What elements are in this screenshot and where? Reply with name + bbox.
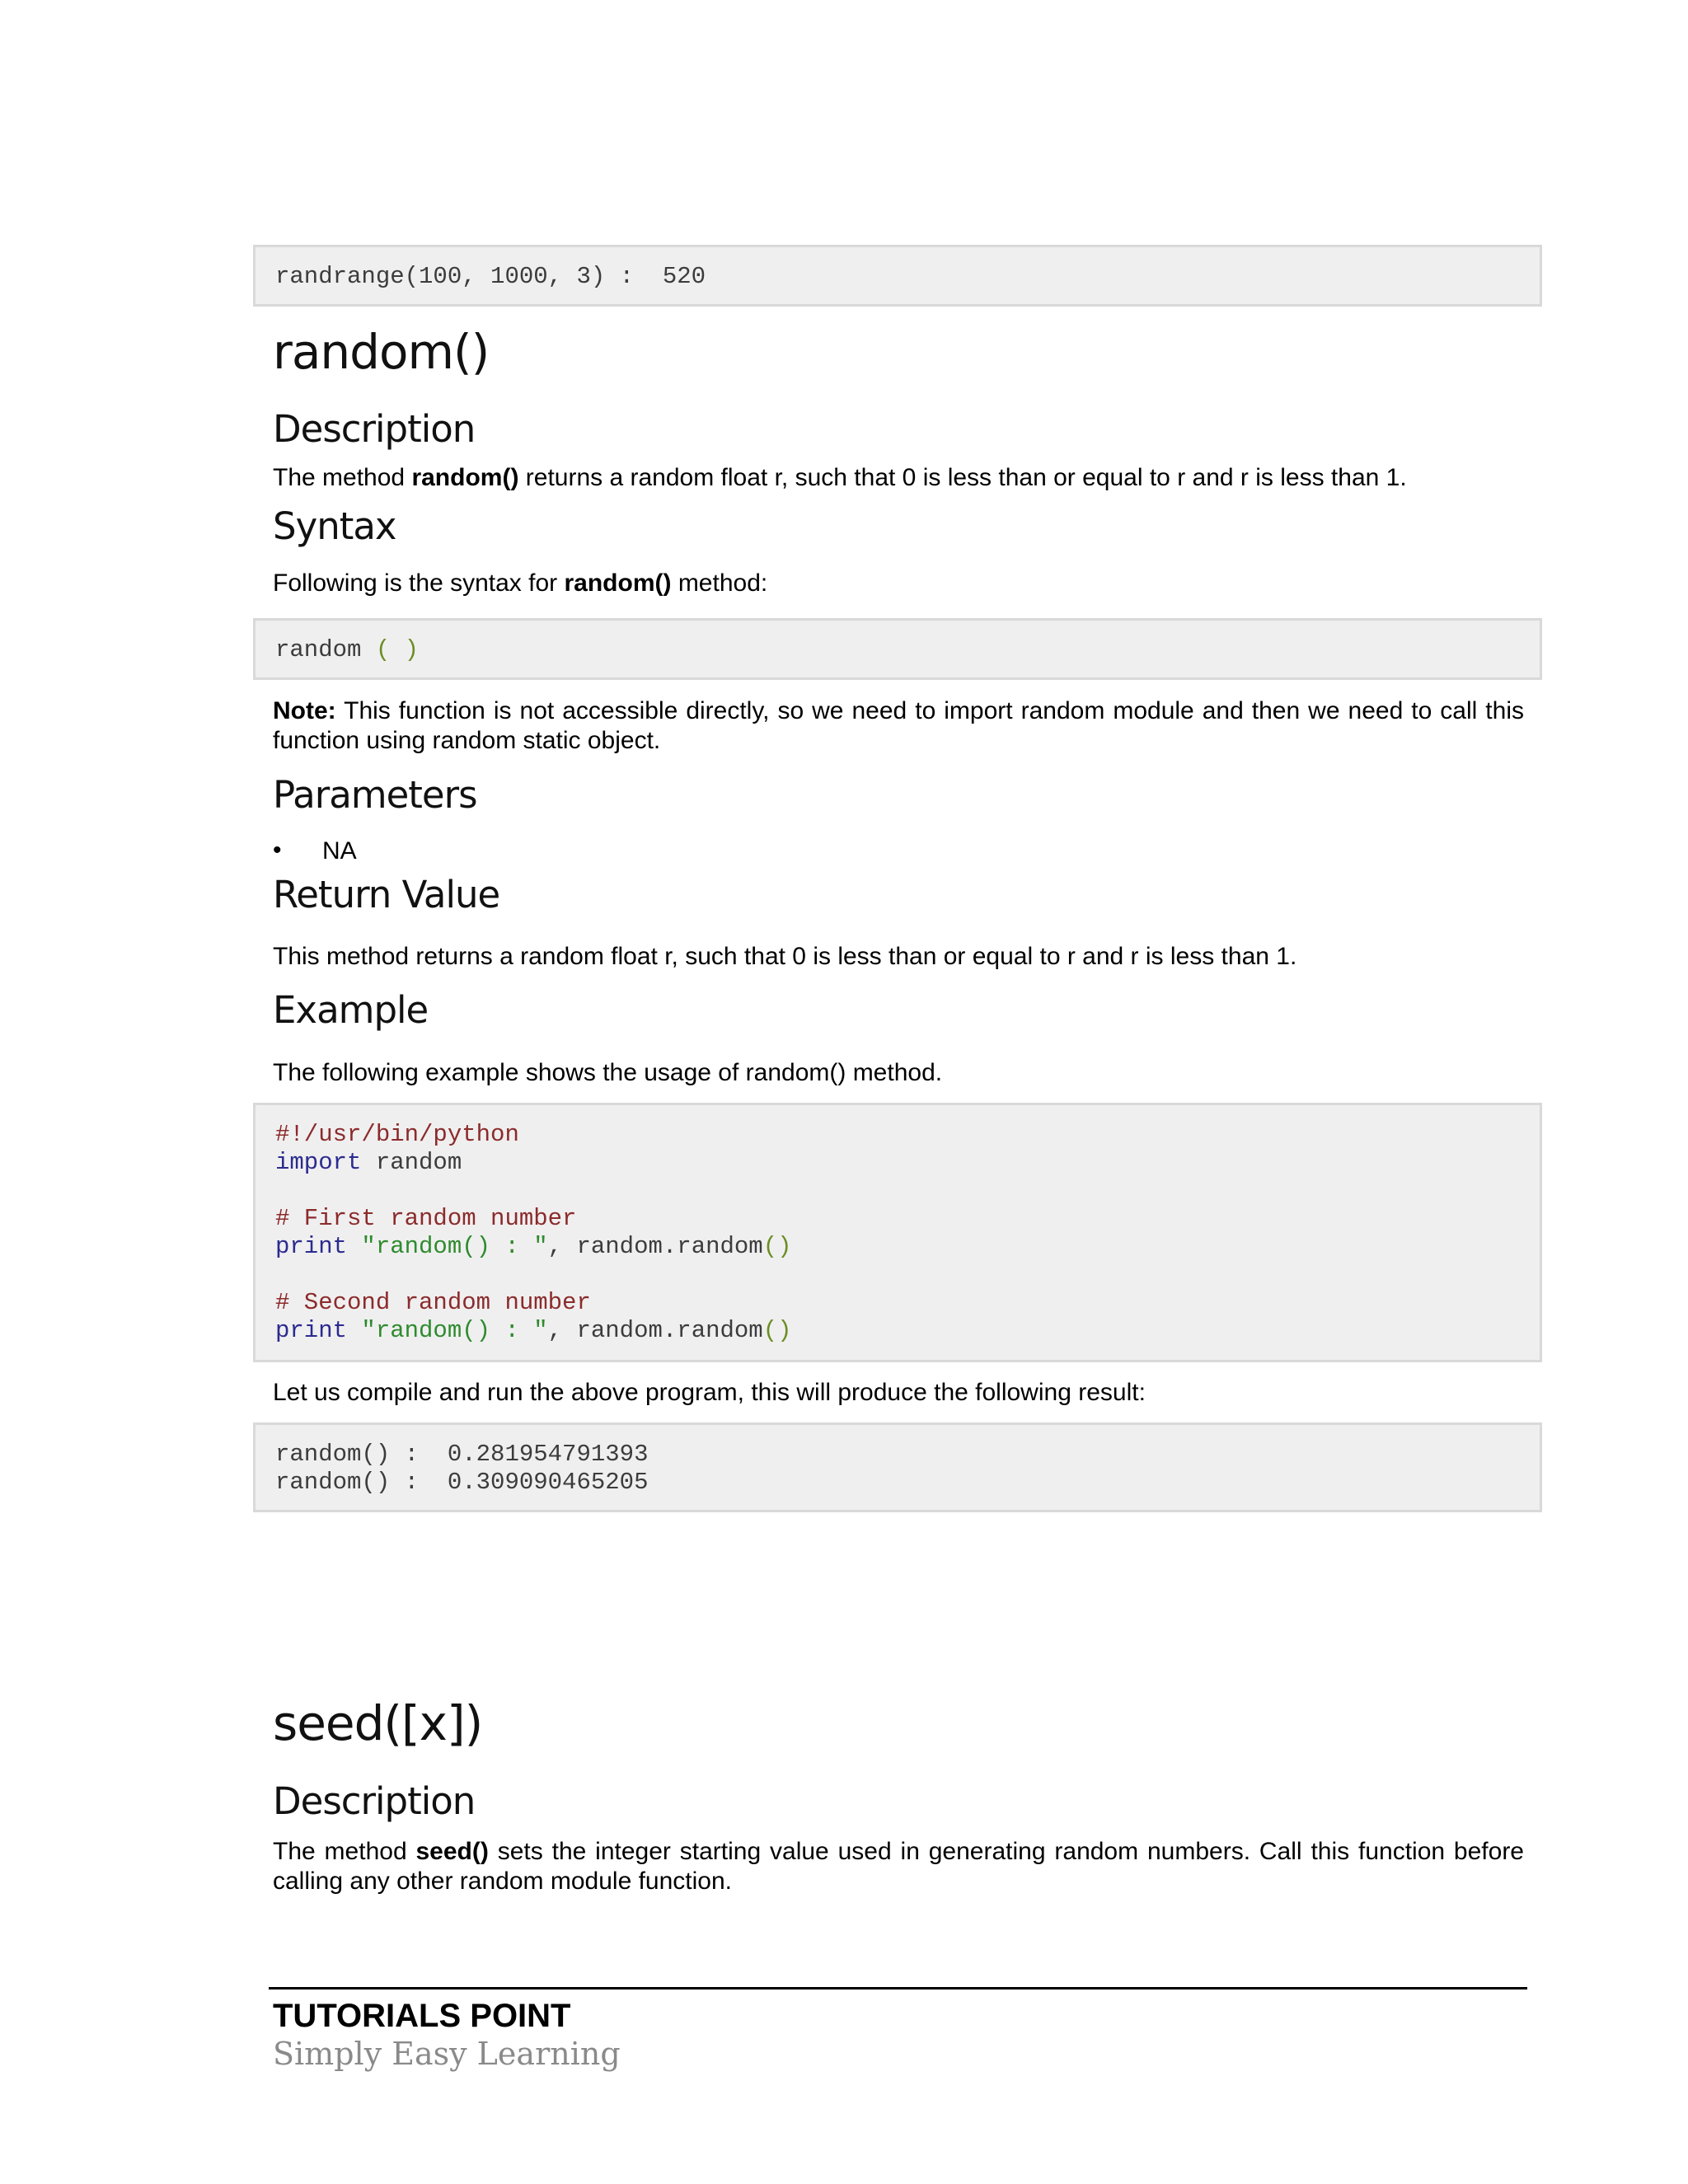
code-print-keyword: print (275, 1317, 348, 1344)
seed-description-suffix: sets the integer starting value used in generating random numbers. Call this function before calling any other random module function. (273, 1838, 1524, 1895)
description-bold: random() (411, 464, 519, 491)
code-print-string: "random() : " (361, 1233, 548, 1260)
result-line: random() : 0.309090465205 (275, 1469, 649, 1496)
return-value-text: This method returns a random float r, such that 0 is less than or equal to r and r is less than 1. (273, 943, 1297, 970)
code-call-parens: () (762, 1317, 792, 1344)
syntax-code-name: random (275, 636, 362, 663)
output-box-randrange (253, 245, 1542, 307)
parameter-item: NA (322, 837, 357, 865)
description-suffix: returns a random float r, such that 0 is less than or equal to r and r is less than 1. (518, 464, 1407, 491)
seed-description-heading: Description (273, 1779, 476, 1823)
section-title-seed: seed([x]) (273, 1695, 483, 1751)
code-print-call: , random.random (547, 1317, 763, 1344)
example-heading: Example (273, 988, 429, 1032)
footer-subtitle: Simply Easy Learning (273, 2036, 621, 2072)
note-text (273, 696, 1524, 756)
note-label: Note: (273, 697, 336, 724)
output-line (275, 263, 706, 291)
seed-description-prefix: The method (273, 1838, 416, 1865)
code-print-call: , random.random (547, 1233, 763, 1260)
syntax-intro-prefix: Following is the syntax for (273, 569, 565, 597)
footer-title: TUTORIALS POINT (273, 1998, 571, 2034)
footer-divider (269, 1987, 1527, 1990)
seed-description-text (273, 1837, 1524, 1896)
example-intro: The following example shows the usage of random() method. (273, 1059, 943, 1086)
section-title-random: random() (273, 324, 490, 380)
code-comment-first: # First random number (275, 1205, 577, 1232)
code-shebang: #!/usr/bin/python (275, 1121, 519, 1148)
syntax-code (275, 636, 419, 664)
return-value-heading: Return Value (273, 873, 500, 916)
syntax-code-box (253, 618, 1542, 680)
output-text: randrange(100, 1000, 3) : 520 (275, 263, 706, 290)
syntax-code-parens: ( ) (375, 636, 420, 663)
example-code (275, 1121, 792, 1345)
code-print-keyword: print (275, 1233, 348, 1260)
result-line: random() : 0.281954791393 (275, 1441, 649, 1468)
code-import-keyword: import (275, 1149, 362, 1176)
example-code-box (253, 1103, 1542, 1362)
syntax-intro-suffix: method: (671, 569, 768, 597)
result-intro: Let us compile and run the above program, this will produce the following result: (273, 1379, 1146, 1406)
note-body: This function is not accessible directly, so we need to import random module and then we need to call this function using random static object. (273, 697, 1524, 754)
syntax-intro (273, 569, 1524, 598)
result-output-box (253, 1422, 1542, 1512)
parameters-heading: Parameters (273, 773, 477, 817)
code-print-string: "random() : " (361, 1317, 548, 1344)
syntax-heading: Syntax (273, 504, 396, 548)
description-prefix: The method (273, 464, 412, 491)
description-heading: Description (273, 407, 476, 451)
code-import-module: random (361, 1149, 462, 1176)
description-text (273, 463, 1524, 493)
seed-description-bold: seed() (415, 1838, 489, 1865)
syntax-intro-bold: random() (564, 569, 672, 597)
code-call-parens: () (762, 1233, 792, 1260)
code-comment-second: # Second random number (275, 1289, 591, 1316)
bullet-dot-icon: • (273, 837, 282, 864)
result-output (275, 1441, 648, 1497)
